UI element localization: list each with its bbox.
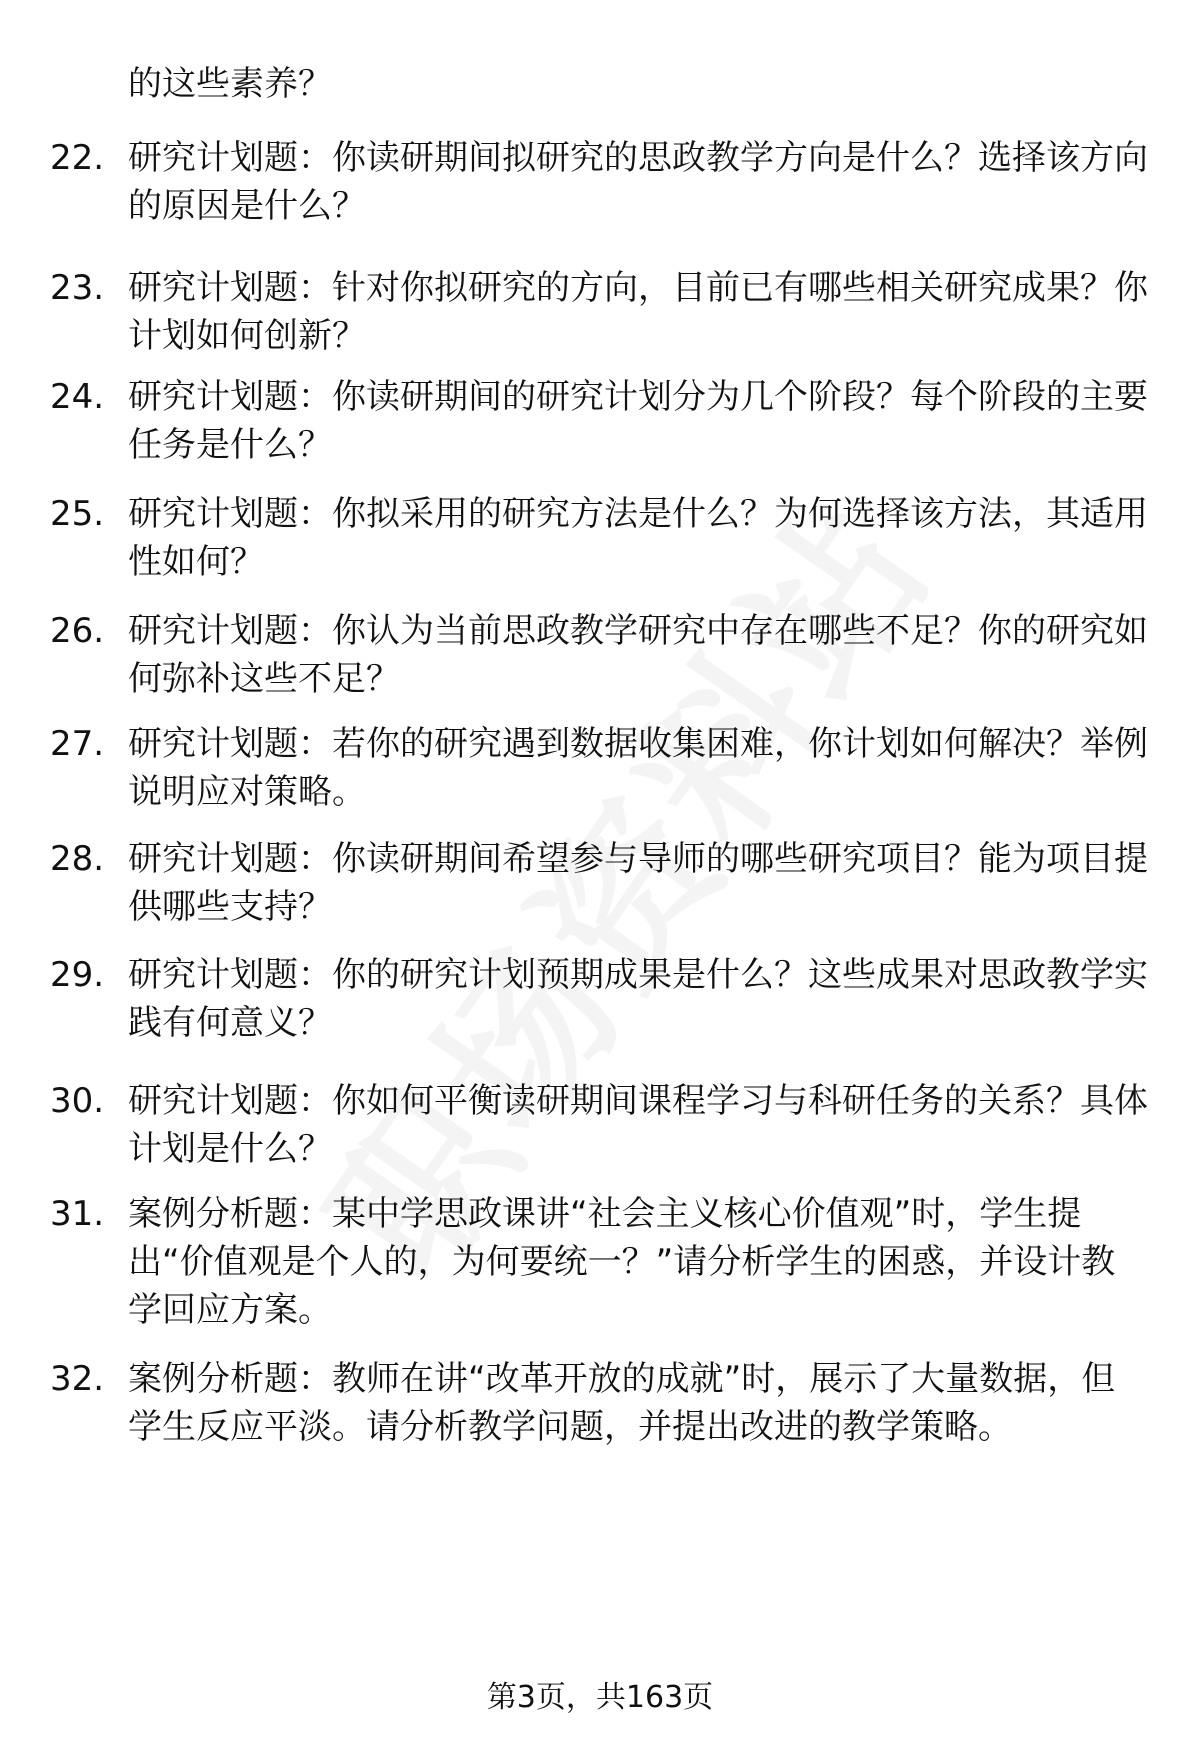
item-number: 25. bbox=[50, 494, 105, 534]
item-number: 28. bbox=[50, 839, 105, 879]
item-text: 研究计划题：你读研期间的研究计划分为几个阶段？每个阶段的主要任务是什么？ bbox=[128, 377, 1148, 465]
item-number: 27. bbox=[50, 724, 105, 764]
item-text: 研究计划题：你认为当前思政教学研究中存在哪些不足？你的研究如何弥补这些不足？ bbox=[128, 611, 1148, 699]
item-text: 研究计划题：若你的研究遇到数据收集困难，你计划如何解决？举例说明应对策略。 bbox=[128, 724, 1148, 812]
item-number: 30. bbox=[50, 1081, 105, 1121]
item-text: 案例分析题：某中学思政课讲“社会主义核心价值观”时，学生提出“价值观是个人的，为何要统一？”请分析学生的困惑，并设计教学回应方案。 bbox=[128, 1194, 1116, 1330]
item-text: 研究计划题：你读研期间希望参与导师的哪些研究项目？能为项目提供哪些支持？ bbox=[128, 839, 1148, 927]
item-text: 案例分析题：教师在讲“改革开放的成就”时，展示了大量数据，但学生反应平淡。请分析教学问题，并提出改进的教学策略。 bbox=[128, 1359, 1116, 1447]
item-text: 研究计划题：你拟采用的研究方法是什么？为何选择该方法，其适用性如何？ bbox=[128, 494, 1148, 582]
item-number: 23. bbox=[50, 268, 105, 308]
item-text: 研究计划题：你如何平衡读研期间课程学习与科研任务的关系？具体计划是什么？ bbox=[128, 1081, 1148, 1169]
item-text: 研究计划题：针对你拟研究的方向，目前已有哪些相关研究成果？你计划如何创新？ bbox=[128, 268, 1148, 356]
item-number: 29. bbox=[50, 955, 105, 995]
continued-text: 的这些素养？ bbox=[128, 64, 332, 104]
item-number: 24. bbox=[50, 377, 105, 417]
item-text: 研究计划题：你读研期间拟研究的思政教学方向是什么？选择该方向的原因是什么？ bbox=[128, 138, 1148, 226]
item-text: 研究计划题：你的研究计划预期成果是什么？这些成果对思政教学实践有何意义？ bbox=[128, 955, 1148, 1043]
item-number: 32. bbox=[50, 1359, 105, 1399]
page-footer: 第3页，共163页 bbox=[486, 1680, 714, 1715]
item-number: 22. bbox=[50, 138, 105, 178]
item-number: 31. bbox=[50, 1194, 105, 1234]
item-number: 26. bbox=[50, 611, 105, 651]
